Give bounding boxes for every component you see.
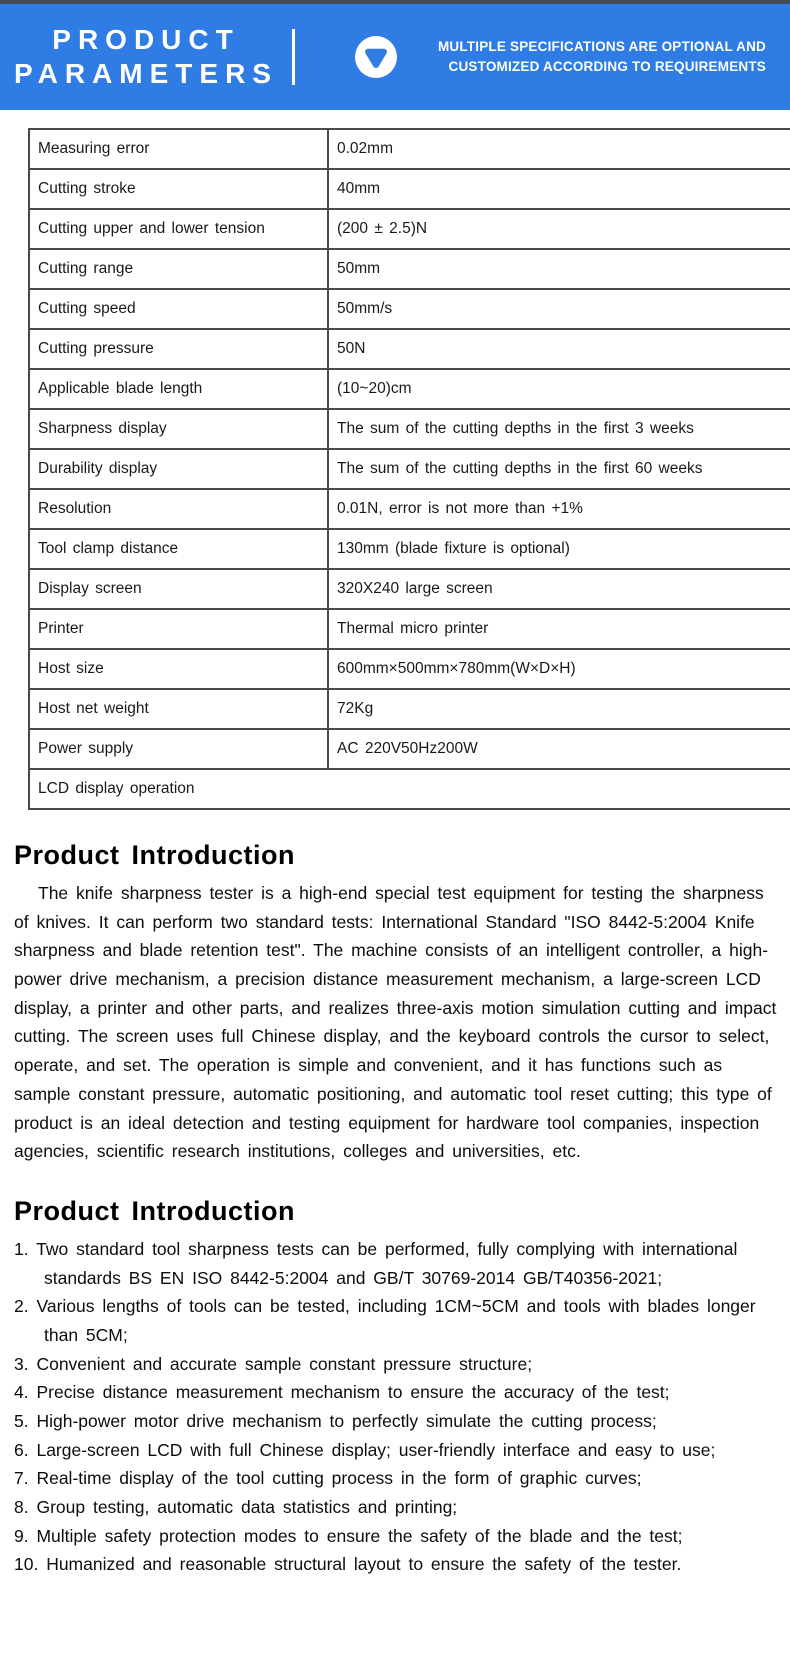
list-item: 3. Convenient and accurate sample constant pressure structure; bbox=[14, 1353, 533, 1374]
list-item: 1. Two standard tool sharpness tests can be performed, fully complying with international standards BS EN ISO 8442-5:2004 and GB/T 30769-2014 GB/T40356-2021; bbox=[14, 1238, 738, 1288]
list-item: 9. Multiple safety protection modes to ensure the safety of the blade and the test; bbox=[14, 1525, 683, 1546]
table-row bbox=[29, 769, 790, 809]
spec-label: Cutting pressure bbox=[29, 329, 328, 369]
list-item: 6. Large-screen LCD with full Chinese display; user-friendly interface and easy to use; bbox=[14, 1439, 716, 1460]
banner-vertical-divider bbox=[292, 29, 295, 85]
banner-tagline-line2: CUSTOMIZED ACCORDING TO REQUIREMENTS bbox=[448, 59, 766, 74]
table-row bbox=[29, 729, 790, 769]
table-row bbox=[29, 489, 790, 529]
table-row bbox=[29, 689, 790, 729]
spec-value: The sum of the cutting depths in the first 60 weeks bbox=[328, 449, 790, 489]
spec-label: Display screen bbox=[29, 569, 328, 609]
table-row bbox=[29, 529, 790, 569]
spec-label: Printer bbox=[29, 609, 328, 649]
banner-tagline-line1: MULTIPLE SPECIFICATIONS ARE OPTIONAL AND bbox=[437, 38, 766, 54]
spec-value: Thermal micro printer bbox=[328, 609, 790, 649]
table-row bbox=[29, 249, 790, 289]
spec-label: Cutting range bbox=[29, 249, 328, 289]
list-item: 4. Precise distance measurement mechanism to ensure the accuracy of the test; bbox=[14, 1382, 670, 1403]
spec-label: Tool clamp distance bbox=[29, 529, 328, 569]
table-row bbox=[29, 369, 790, 409]
section-heading: Product Introduction bbox=[14, 840, 295, 870]
table-row bbox=[29, 169, 790, 209]
spec-label: Cutting speed bbox=[29, 289, 328, 329]
product-parameters-banner bbox=[0, 4, 790, 110]
list-item: 2. Various lengths of tools can be tested, including 1CM~5CM and tools with blades longer than 5CM; bbox=[14, 1296, 756, 1345]
table-row bbox=[29, 609, 790, 649]
spec-label: Measuring error bbox=[29, 129, 328, 169]
spec-value: 40mm bbox=[328, 169, 790, 209]
table-row bbox=[29, 289, 790, 329]
down-triangle-in-circle-icon bbox=[355, 36, 397, 78]
spec-label: Resolution bbox=[29, 489, 328, 529]
list-item: 7. Real-time display of the tool cutting process in the form of graphic curves; bbox=[14, 1468, 642, 1489]
spec-value: The sum of the cutting depths in the first 3 weeks bbox=[328, 409, 790, 449]
table-row bbox=[29, 569, 790, 609]
table-row bbox=[29, 209, 790, 249]
feature-list bbox=[14, 1235, 780, 1579]
table-row bbox=[29, 129, 790, 169]
spec-label: Applicable blade length bbox=[29, 369, 328, 409]
spec-value: 0.02mm bbox=[328, 129, 790, 169]
spec-value: AC 220V50Hz200W bbox=[328, 729, 790, 769]
spec-value: (10~20)cm bbox=[328, 369, 790, 409]
spec-label: Cutting upper and lower tension bbox=[29, 209, 328, 249]
section-heading: Product Introduction bbox=[14, 1195, 295, 1226]
spec-footer-row: LCD display operation bbox=[29, 769, 790, 809]
spec-table bbox=[28, 128, 790, 810]
spec-value: 50mm/s bbox=[328, 289, 790, 329]
intro-section bbox=[0, 840, 790, 1166]
spec-label: Sharpness display bbox=[29, 409, 328, 449]
spec-value: 600mm×500mm×780mm(W×D×H) bbox=[328, 649, 790, 689]
spec-value: 50mm bbox=[328, 249, 790, 289]
spec-value: (200 ± 2.5)N bbox=[328, 209, 790, 249]
list-item: 8. Group testing, automatic data statistics and printing; bbox=[14, 1497, 458, 1518]
banner-title bbox=[0, 23, 292, 91]
spec-value: 72Kg bbox=[328, 689, 790, 729]
banner-title-line1: PRODUCT bbox=[52, 23, 240, 55]
spec-label: Host size bbox=[29, 649, 328, 689]
table-row bbox=[29, 649, 790, 689]
spec-value: 0.01N, error is not more than +1% bbox=[328, 489, 790, 529]
spec-value: 320X240 large screen bbox=[328, 569, 790, 609]
banner-title-line2: PARAMETERS bbox=[14, 58, 278, 89]
table-row bbox=[29, 329, 790, 369]
list-item: 10. Humanized and reasonable structural layout to ensure the safety of the tester. bbox=[14, 1554, 682, 1575]
spec-label: Power supply bbox=[29, 729, 328, 769]
spec-value: 50N bbox=[328, 329, 790, 369]
spec-label: Cutting stroke bbox=[29, 169, 328, 209]
table-row bbox=[29, 409, 790, 449]
features-section bbox=[0, 1196, 790, 1579]
spec-value: 130mm (blade fixture is optional) bbox=[328, 529, 790, 569]
spec-label: Host net weight bbox=[29, 689, 328, 729]
table-row bbox=[29, 449, 790, 489]
intro-paragraph: The knife sharpness tester is a high-end special test equipment for testing the sharpness of knives. It can perform two standard tests: International Standard "ISO 8442-5:2004 Knife sharpness and blade retention test". The machine consists of an intelligent controller, a high-power drive mechanism, a precision distance measurement mechanism, a large-screen LCD display, a printer and other parts, and realizes three-axis motion simulation cutting and impact cutting. The screen uses full Chinese display, and the keyboard controls the cursor to select, operate, and set. The operation is simple and convenient, and it has functions such as sample constant pressure, automatic positioning, and automatic tool reset cutting; this type of product is an ideal detection and testing equipment for hardware tool companies, inspection agencies, scientific research institutions, colleges and universities, etc. bbox=[14, 883, 777, 1162]
spec-label: Durability display bbox=[29, 449, 328, 489]
list-item: 5. High-power motor drive mechanism to perfectly simulate the cutting process; bbox=[14, 1411, 657, 1431]
banner-tagline bbox=[397, 37, 790, 78]
